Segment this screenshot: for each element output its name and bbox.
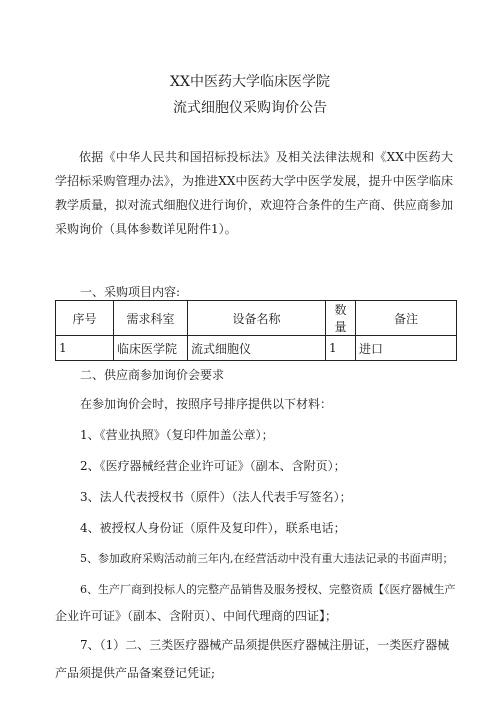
cell-quantity: 1 xyxy=(326,336,356,361)
cell-equipment: 流式细胞仪 xyxy=(188,336,326,361)
cell-index: 1 xyxy=(56,336,114,361)
list-item-7-line1: 7、（1）二、三类医疗器械产品须提供医疗器械注册证，一类医疗器械 xyxy=(80,638,450,652)
header-quantity: 数量 xyxy=(326,301,356,336)
table-header-row xyxy=(56,301,457,336)
list-item-6-line1: 6、生产厂商到投标人的完整产品销售及服务授权、完整资质【《医疗器械生产 xyxy=(80,583,456,596)
list-item-4: 4、被授权人身份证（原件及复印件），联系电话； xyxy=(80,521,346,535)
section-2-heading: 二、供应商参加询价会要求 xyxy=(80,368,225,382)
announcement-title-line1: XX中医药大学临床医学院 xyxy=(170,74,330,90)
procurement-table xyxy=(55,300,457,361)
list-item-6-line2: 企业许可证》（副本、含附页）、中间代理商的四证】； xyxy=(55,609,338,623)
list-item-3: 3、法人代表授权书（原件）（法人代表手写签名）； xyxy=(80,490,352,504)
header-department: 需求科室 xyxy=(114,301,188,336)
list-item-7-line2: 产品须提供产品备案登记凭证; xyxy=(55,666,216,680)
header-index: 序号 xyxy=(56,301,114,336)
header-equipment: 设备名称 xyxy=(188,301,326,336)
list-item-1: 1、《营业执照》（复印件加盖公章）； xyxy=(80,428,274,442)
table-row xyxy=(56,336,457,361)
list-item-2: 2、《医疗器械经营企业许可证》（副本、含附页）； xyxy=(80,459,346,473)
cell-department: 临床医学院 xyxy=(114,336,188,361)
announcement-title-line2: 流式细胞仪采购询价公告 xyxy=(173,100,327,116)
header-remark: 备注 xyxy=(356,301,457,336)
section-1-heading: 一、采购项目内容: xyxy=(80,285,181,299)
list-item-5: 5、参加政府采购活动前三年内,在经营活动中没有重大违法记录的书面声明； xyxy=(80,552,454,565)
requirement-intro: 在参加询价会时，按照序号排序提供以下材料： xyxy=(80,397,333,411)
cell-remark: 进口 xyxy=(356,336,457,361)
intro-paragraph: 依据《中华人民共和国招标投标法》及相关法律法规和《XX中医药大学招标采购管理办法》，为推进XX中医药大学中医学发展，提升中医学临床教学质量，拟对流式细胞仪进行询价，欢迎符合条件的生产商、供应商参加采购询价（具体参数详见附件1）。 xyxy=(55,150,453,236)
